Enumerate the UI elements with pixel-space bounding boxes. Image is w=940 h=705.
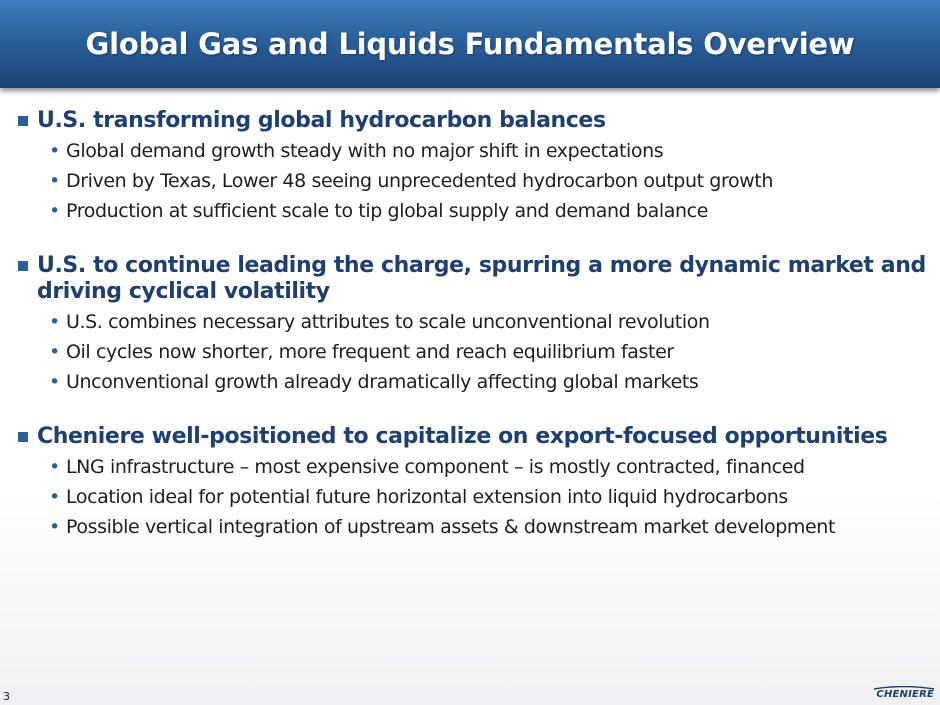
square-bullet-icon	[18, 116, 28, 126]
list-item	[49, 310, 933, 334]
section-heading	[18, 108, 933, 134]
bullet-text: Unconventional growth already dramatically affecting global markets	[66, 371, 699, 393]
section-heading	[18, 424, 933, 450]
bullet-text: Oil cycles now shorter, more frequent and reach equilibrium faster	[66, 341, 674, 363]
bullet-list	[18, 455, 933, 539]
bullet-text: Global demand growth steady with no major shift in expectations	[66, 140, 664, 162]
dot-bullet-icon: •	[49, 371, 60, 393]
dot-bullet-icon: •	[49, 200, 60, 222]
bullet-list	[18, 139, 933, 223]
section-title: U.S. transforming global hydrocarbon balances	[37, 108, 606, 133]
bullet-list	[18, 310, 933, 394]
list-item	[49, 455, 933, 479]
bullet-text: Production at sufficient scale to tip global supply and demand balance	[66, 200, 708, 222]
list-item	[49, 370, 933, 394]
dot-bullet-icon: •	[49, 170, 60, 192]
bullet-text: LNG infrastructure – most expensive component – is mostly contracted, financed	[66, 456, 805, 478]
dot-bullet-icon: •	[49, 456, 60, 478]
slide-title: Global Gas and Liquids Fundamentals Overview	[85, 27, 855, 61]
bullet-text: Possible vertical integration of upstream assets & downstream market development	[66, 516, 835, 538]
bullet-text: Driven by Texas, Lower 48 seeing unprecedented hydrocarbon output growth	[66, 170, 773, 192]
section-3	[18, 424, 933, 539]
section-heading	[18, 253, 933, 305]
list-item	[49, 199, 933, 223]
section-1	[18, 108, 933, 223]
square-bullet-icon	[18, 432, 28, 442]
list-item	[49, 139, 933, 163]
dot-bullet-icon: •	[49, 486, 60, 508]
list-item	[49, 485, 933, 509]
list-item	[49, 340, 933, 364]
section-title: Cheniere well-positioned to capitalize on export-focused opportunities	[37, 424, 888, 449]
square-bullet-icon	[18, 261, 28, 271]
bullet-text: Location ideal for potential future horizontal extension into liquid hydrocarbons	[66, 486, 788, 508]
list-item	[49, 169, 933, 193]
section-title: U.S. to continue leading the charge, spurring a more dynamic market and driving cyclical volatility	[37, 253, 926, 304]
dot-bullet-icon: •	[49, 341, 60, 363]
dot-bullet-icon: •	[49, 516, 60, 538]
logo-text: CHENIERE	[876, 689, 934, 700]
dot-bullet-icon: •	[49, 140, 60, 162]
page-number: 3	[3, 690, 10, 703]
dot-bullet-icon: •	[49, 311, 60, 333]
list-item	[49, 515, 933, 539]
section-2	[18, 253, 933, 394]
title-bar	[0, 0, 940, 88]
slide-content	[18, 108, 933, 569]
bullet-text: U.S. combines necessary attributes to scale unconventional revolution	[66, 311, 710, 333]
